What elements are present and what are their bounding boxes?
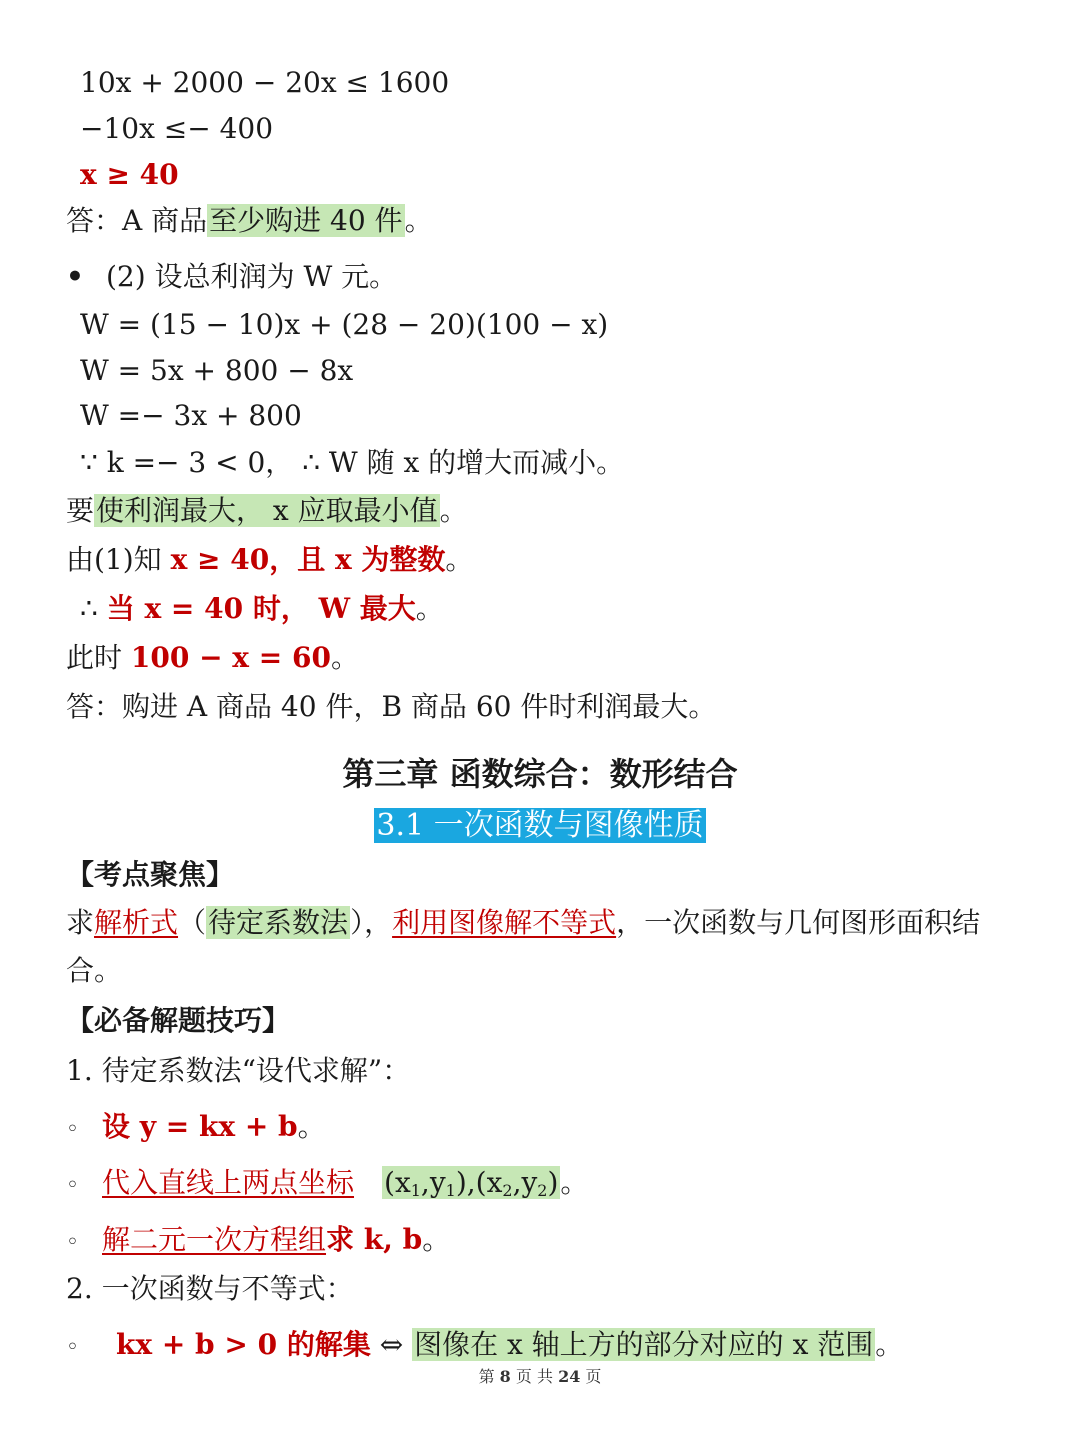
focus-t3: （ [178, 906, 207, 939]
from-part-1-line [66, 540, 473, 580]
focus-text [66, 903, 980, 943]
focus-analytic-formula: 解析式 [94, 906, 179, 939]
section-title-wrap [0, 806, 1080, 850]
focus-undetermined-coefficients: 待定系数法 [208, 906, 349, 939]
bullet-dot-icon: • [66, 260, 84, 293]
focus-t5: ）， [350, 906, 393, 939]
answer-1-highlight: 至少购进 40 件 [209, 204, 403, 237]
equation-line-3: x ≥ 40 [80, 158, 179, 191]
skill-sub-4-end: 。 [875, 1328, 904, 1361]
then-line [66, 638, 359, 678]
equation-line-1: 10x + 2000 − 20x ≤ 1600 [80, 66, 450, 99]
focus-heading: 【考点聚焦】 [66, 858, 235, 891]
total-page-count: 24 [558, 1367, 581, 1386]
skill-sub-3 [66, 1220, 450, 1263]
skill-item-1: 1. 待定系数法“设代求解”： [66, 1054, 411, 1087]
equation-line-8: W =− 3x + 800 [80, 399, 302, 432]
circle-bullet-icon: ◦ [66, 1173, 79, 1198]
therefore-symbol: ∴ [80, 592, 107, 625]
equation-line-2: −10x ≤− 400 [80, 112, 274, 145]
skill-sub-3-solve: 求 k, b [326, 1223, 423, 1256]
skill-sub-2-red: 代入直线上两点坐标 [102, 1166, 355, 1199]
skill-sub-4 [66, 1325, 903, 1368]
then-red: 100 − x = 60 [130, 641, 331, 674]
skill-sub-3-end: 。 [422, 1223, 451, 1256]
page-footer: 第 8 页 共 24 页 [478, 1367, 602, 1386]
max-profit-line [66, 491, 468, 531]
from-part-1-prefix: 由(1)知 [66, 543, 171, 576]
skill-sub-1 [66, 1107, 326, 1150]
equation-line-6: W = (15 − 10)x + (28 − 20)(100 − x) [80, 308, 609, 341]
focus-graph-inequality: 利用图像解不等式 [392, 906, 617, 939]
current-page-number: 8 [499, 1367, 511, 1386]
therefore-line [80, 589, 444, 629]
skill-item-2: 2. 一次函数与不等式： [66, 1272, 354, 1305]
circle-bullet-icon: ◦ [66, 1335, 79, 1360]
skills-heading: 【必备解题技巧】 [66, 1004, 291, 1037]
skill-sub-1-end: 。 [297, 1110, 326, 1143]
skill-sub-2-end: 。 [560, 1166, 589, 1199]
answer-1-prefix: 答：A 商品 [66, 204, 208, 237]
focus-text-cont: 合。 [66, 954, 123, 987]
skill-sub-3-red: 解二元一次方程组 [102, 1223, 327, 1256]
max-profit-highlight: 使利润最大， x 应取最小值 [96, 494, 438, 527]
skill-sub-2 [66, 1163, 588, 1211]
circle-bullet-icon: ◦ [66, 1230, 79, 1255]
skill-sub-4-red: kx + b > 0 的解集 [116, 1328, 371, 1361]
answer-1 [66, 201, 433, 241]
part-2-text: (2) 设总利润为 W 元。 [106, 260, 398, 293]
from-part-1-red: x ≥ 40，且 x 为整数 [170, 543, 446, 576]
from-part-1-end: 。 [445, 543, 474, 576]
max-profit-end: 。 [439, 494, 468, 527]
focus-t7: ，一次函数与几何图形面积结 [616, 906, 981, 939]
focus-t1: 求 [66, 906, 95, 939]
skill-sub-2-points: $(x_1,y_1),(x_2,y_2)$ [384, 1166, 559, 1200]
section-title: 3.1 一次函数与图像性质 [376, 808, 704, 843]
skill-sub-4-highlight: 图像在 x 轴上方的部分对应的 x 范围 [414, 1328, 874, 1361]
then-prefix: 此时 [66, 641, 131, 674]
reasoning-line: ∵ k =− 3 < 0， ∴ W 随 x 的增大而减小。 [80, 446, 625, 479]
chapter-title: 第三章 函数综合：数形结合 [342, 755, 738, 793]
then-end: 。 [330, 641, 359, 674]
answer-1-end: 。 [404, 204, 433, 237]
therefore-red: 当 x = 40 时， W 最大 [106, 592, 416, 625]
equation-line-7: W = 5x + 800 − 8x [80, 354, 354, 387]
therefore-end: 。 [415, 592, 444, 625]
circle-bullet-icon: ◦ [66, 1117, 79, 1142]
skill-sub-1-red: 设 y = kx + b [102, 1110, 298, 1143]
skill-sub-4-iff: ⇔ [370, 1328, 413, 1361]
max-profit-prefix: 要 [66, 494, 95, 527]
part-2-intro [66, 257, 397, 297]
answer-2: 答：购进 A 商品 40 件，B 商品 60 件时利润最大。 [66, 690, 717, 723]
